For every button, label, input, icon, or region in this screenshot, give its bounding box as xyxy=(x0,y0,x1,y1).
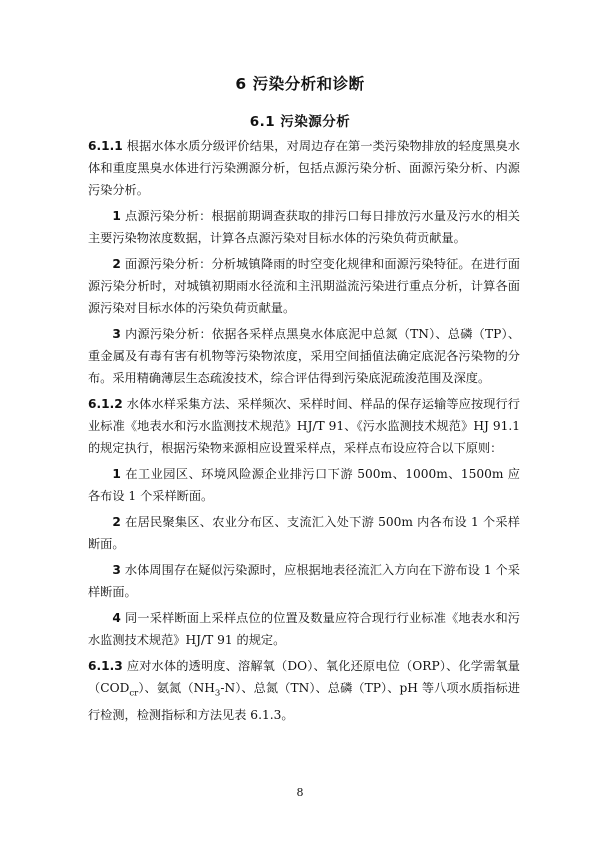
item-number: 1 xyxy=(112,209,121,223)
item-text: 水体周围存在疑似污染源时，应根据地表径流汇入方向在下游布设 1 个采样断面。 xyxy=(88,563,520,599)
list-item xyxy=(88,205,520,249)
item-text: 在居民聚集区、农业分布区、支流汇入处下游 500m 内各布设 1 个采样断面。 xyxy=(88,515,520,551)
clause-text: 应对水体的透明度、溶解氧（DO）、氧化还原电位（ORP）、化学需氧量（COD xyxy=(88,659,520,695)
item-number: 1 xyxy=(112,467,121,481)
clause-text: ）、氨氮（NH xyxy=(138,681,215,695)
chapter-title: 6 污染分析和诊断 xyxy=(235,75,365,93)
item-text: 点源污染分析：根据前期调查获取的排污口每日排放污水量及污水的相关主要污染物浓度数据，计算各点源污染对目标水体的污染负荷贡献量。 xyxy=(88,209,520,245)
list-item xyxy=(88,559,520,603)
list-item xyxy=(88,253,520,319)
clause-6-1-1 xyxy=(88,135,520,201)
clause-text: 水体水样采集方法、采样频次、采样时间、样品的保存运输等应按现行行业标准《地表水和污水监测技术规范》HJ/T 91、《污水监测技术规范》HJ 91.1 的规定执行，根据污染物来源相应设置采样点，采样点布设应符合以下原则： xyxy=(88,397,520,455)
item-number: 3 xyxy=(112,563,121,577)
list-item xyxy=(88,323,520,389)
subscript-3: 3 xyxy=(214,688,221,699)
clause-text: 根据水体水质分级评价结果，对周边存在第一类污染物排放的轻度黑臭水体和重度黑臭水体进行污染溯源分析，包括点源污染分析、面源污染分析、内源污染分析。 xyxy=(88,139,520,197)
subscript-cr: cr xyxy=(129,688,139,699)
item-text: 内源污染分析：依据各采样点黑臭水体底泥中总氮（TN）、总磷（TP）、重金属及有毒有害有机物等污染物浓度，采用空间插值法确定底泥各污染物的分布。采用精确薄层生态疏浚技术，综合评估得到污染底泥疏浚范围及深度。 xyxy=(88,327,520,385)
section-title: 6.1 污染源分析 xyxy=(249,114,351,130)
item-number: 2 xyxy=(112,515,121,529)
item-text: 在工业园区、环境风险源企业排污口下游 500m、1000m、1500m 应各布设 1 个采样断面。 xyxy=(88,467,520,503)
clause-number: 6.1.3 xyxy=(88,659,123,673)
item-number: 3 xyxy=(112,327,121,341)
page-number: 8 xyxy=(296,786,304,799)
document-body xyxy=(88,135,520,730)
clause-6-1-3 xyxy=(88,655,520,726)
list-item xyxy=(88,607,520,651)
clause-6-1-2 xyxy=(88,393,520,459)
clause-number: 6.1.1 xyxy=(88,139,123,153)
item-number: 4 xyxy=(112,611,121,625)
item-number: 2 xyxy=(112,257,121,271)
clause-text: -N）、总氮（TN）、总磷（TP）、pH 等八项水质指标进行检测，检测指标和方法见表 6.1.3。 xyxy=(88,681,520,723)
item-text: 同一采样断面上采样点位的位置及数量应符合现行行业标准《地表水和污水监测技术规范》HJ/T 91 的规定。 xyxy=(88,611,520,647)
list-item xyxy=(88,463,520,507)
list-item xyxy=(88,511,520,555)
clause-number: 6.1.2 xyxy=(88,397,123,411)
item-text: 面源污染分析：分析城镇降雨的时空变化规律和面源污染特征。在进行面源污染分析时，对城镇初期雨水径流和主汛期溢流污染进行重点分析，计算各面源污染对目标水体的污染负荷贡献量。 xyxy=(88,257,520,315)
